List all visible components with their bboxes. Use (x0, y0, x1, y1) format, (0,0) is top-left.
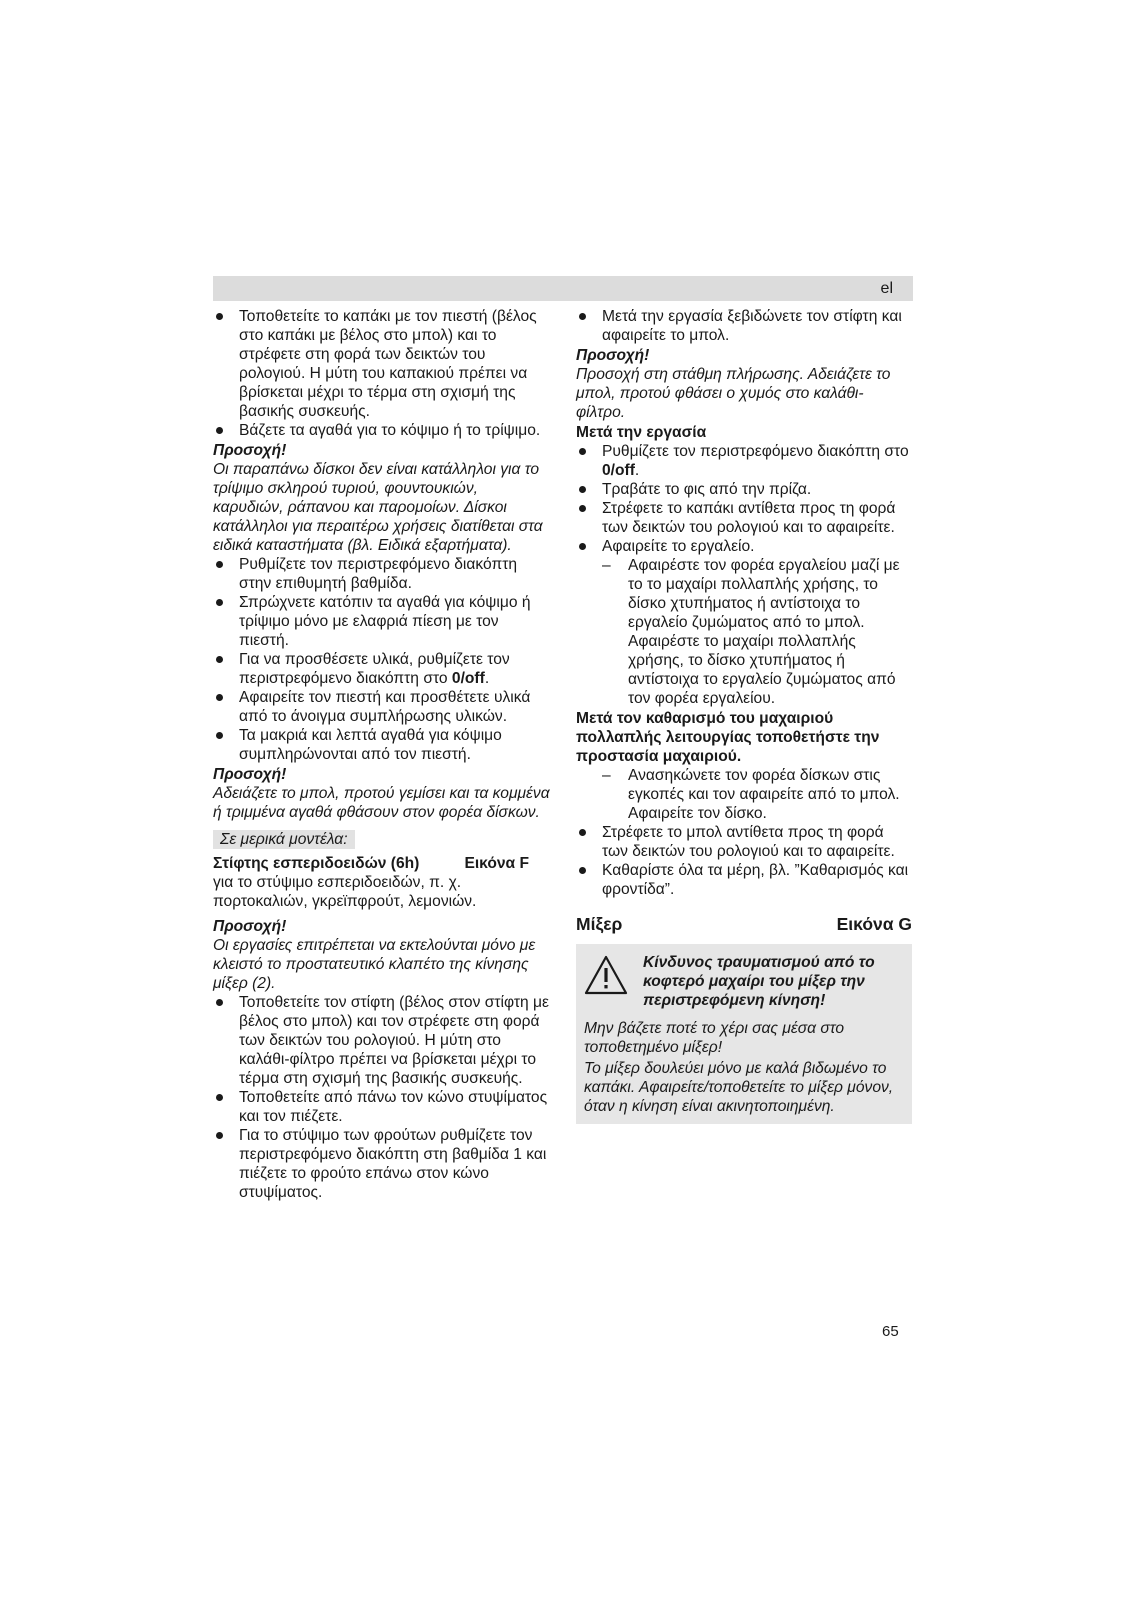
caution-text: Οι παραπάνω δίσκοι δεν είναι κατάλληλοι για το τρίψιμο σκληρού τυριού, φουντουκιών, καρυδιών, ράπανου και παρομοίων. Δίσκοι κατάλληλοι για περαιτέρω χρήσεις διατίθεται στα ειδικά καταστήματα (βλ. Ειδικά εξαρτήματα). (213, 461, 543, 554)
bullet-item: Τοποθετείτε από πάνω τον κώνο στυψίματος και τον πιέζετε. (213, 1088, 551, 1126)
bullet-item: Ρυθμίζετε τον περιστρεφόμενο διακόπτη στο 0/off. (576, 442, 912, 480)
bullet-icon (216, 656, 223, 663)
bullet-icon (216, 599, 223, 606)
caution-text: Προσοχή στη στάθμη πλήρωσης. Αδειάζετε το μπολ, προτού φθάσει ο χυμός στο καλάθι-φίλτρο. (576, 366, 891, 421)
bullet-icon (579, 867, 586, 874)
bullet-item: Τοποθετείτε το καπάκι με τον πιεστή (βέλος στο καπάκι με βέλος στο μπολ) και το στρέφετε στη φορά των δεικτών του ρολογιού. Η μύτη του καπακιού πρέπει να βρίσκεται μέχρι το τέρμα στη σχισμή της βασικής συσκευής. (213, 307, 551, 421)
juicer-heading (213, 854, 551, 873)
bullet-item: Για το στύψιμο των φρούτων ρυθμίζετε τον περιστρεφόμενο διακόπτη στη βαθμίδα 1 και πιέζετε το φρούτο επάνω στον κώνο στυψίματος. (213, 1126, 551, 1202)
bullet-icon (579, 543, 586, 550)
caution-text: Οι εργασίες επιτρέπεται να εκτελούνται μόνο με κλειστό το προστατευτικό κλαπέτο της κίνησης μίξερ (2). (213, 937, 536, 992)
bullet-icon (216, 1132, 223, 1139)
bullet-item: Σπρώχνετε κατόπιν τα αγαθά για κόψιμο ή τρίψιμο μόνο με ελαφριά πίεση με τον πιεστή. (213, 593, 551, 650)
juicer-figure-ref: Εικόνα F (464, 855, 529, 872)
bullet-item: Μετά την εργασία ξεβιδώνετε τον στίφτη και αφαιρείτε το μπολ. (576, 307, 912, 345)
bullet-item: Αφαιρείτε το εργαλείο. (576, 537, 912, 556)
left-column (213, 307, 551, 1202)
dash-mark: – (602, 557, 611, 574)
mixer-title: Μίξερ (576, 914, 623, 934)
knife-note: Μετά τον καθαρισμό του μαχαιριού πολλαπλής λειτουργίας τοποθετήστε την προστασία μαχαιριού. (576, 710, 880, 765)
dash-item: – Ανασηκώνετε τον φορέα δίσκων στις εγκοπές και τον αφαιρείτε από το μπολ. Αφαιρείτε τον δίσκο. (602, 767, 900, 822)
bullet-item: Βάζετε τα αγαθά για το κόψιμο ή το τρίψιμο. (213, 421, 551, 440)
bullet-item: Ρυθμίζετε τον περιστρεφόμενο διακόπτη στην επιθυμητή βαθμίδα. (213, 555, 551, 593)
some-models-label: Σε μερικά μοντέλα: (213, 830, 355, 849)
danger-text: Μην βάζετε ποτέ το χέρι σας μέσα στο τοποθετημένο μίξερ! (584, 1020, 845, 1056)
bullet-item: Τα μακριά και λεπτά αγαθά για κόψιμο συμπληρώνονται από τον πιεστή. (213, 726, 551, 764)
bullet-icon (216, 1094, 223, 1101)
caution-heading: Προσοχή! (213, 442, 287, 459)
bullet-icon (216, 561, 223, 568)
page-number: 65 (882, 1323, 899, 1340)
bullet-item: Στρέφετε το καπάκι αντίθετα προς τη φορά των δεικτών του ρολογιού και το αφαιρείτε. (576, 499, 912, 537)
header-bar (213, 276, 913, 301)
bullet-icon (216, 694, 223, 701)
bullet-icon (216, 313, 223, 320)
bullet-item: Καθαρίστε όλα τα μέρη, βλ. ”Καθαρισμός και φροντίδα”. (576, 861, 912, 899)
bullet-item: Τραβάτε το φις από την πρίζα. (576, 480, 912, 499)
danger-text: Το μίξερ δουλεύει μόνο με καλά βιδωμένο το καπάκι. Αφαιρείτε/τοποθετείτε το μίξερ μόνον, όταν η κίνηση είναι ακινητοποιημένη. (584, 1060, 894, 1115)
juicer-title: Στίφτης εσπεριδοειδών (6h) (213, 855, 420, 872)
bullet-icon (579, 505, 586, 512)
danger-title: Κίνδυνος τραυματισμού από το κοφτερό μαχαίρι του μίξερ την περιστρεφόμενη κίνηση! (643, 954, 875, 1009)
bullet-icon (216, 999, 223, 1006)
warning-triangle-icon (584, 955, 628, 995)
dash-item: – Αφαιρέστε τον φορέα εργαλείου μαζί με το το μαχαίρι πολλαπλής χρήσης, το δίσκο χτυπήματος ή αντίστοιχα το εργαλείο ζυμώματος από το μπολ. Αφαιρέστε το μαχαίρι πολλαπλής χρήσης, το δίσκο χτυπήματος ή αντίστοιχα το εργαλείο ζυμώματος από τον φορέα εργαλείου. (602, 557, 900, 707)
after-work-heading: Μετά την εργασία (576, 424, 707, 441)
language-code: el (880, 280, 893, 297)
mixer-figure-ref: Εικόνα G (836, 914, 912, 934)
bullet-icon (579, 486, 586, 493)
bullet-item: Αφαιρείτε τον πιεστή και προσθέτετε υλικά από το άνοιγμα συμπλήρωσης υλικών. (213, 688, 551, 726)
caution-heading: Προσοχή! (213, 766, 287, 783)
caution-heading: Προσοχή! (576, 347, 650, 364)
caution-text: Αδειάζετε το μπολ, προτού γεμίσει και τα κομμένα ή τριμμένα αγαθά φθάσουν στον φορέα δίσκων. (213, 785, 550, 821)
dash-mark: – (602, 767, 611, 784)
bullet-item: Στρέφετε το μπολ αντίθετα προς τη φορά των δεικτών του ρολογιού και το αφαιρείτε. (576, 823, 912, 861)
danger-box (576, 944, 912, 1124)
mixer-heading (576, 913, 912, 935)
bullet-icon (579, 829, 586, 836)
bullet-icon (579, 448, 586, 455)
bullet-icon (216, 427, 223, 434)
bullet-item: Τοποθετείτε τον στίφτη (βέλος στον στίφτη με βέλος στο μπολ) και τον στρέφετε στη φορά των δεικτών του ρολογιού. Η μύτη στο καλάθι-φίλτρο πρέπει να βρίσκεται μέχρι το τέρμα στη σχισμή της βασικής συσκευής. (213, 993, 551, 1088)
bullet-icon (579, 313, 586, 320)
bullet-icon (216, 732, 223, 739)
right-column (576, 307, 912, 1124)
juicer-description: για το στύψιμο εσπεριδοειδών, π. χ. πορτοκαλιών, γκρεϊπφρούτ, λεμονιών. (213, 874, 477, 910)
bullet-item: Για να προσθέσετε υλικά, ρυθμίζετε τον περιστρεφόμενο διακόπτη στο 0/off. (213, 650, 551, 688)
caution-heading: Προσοχή! (213, 918, 287, 935)
